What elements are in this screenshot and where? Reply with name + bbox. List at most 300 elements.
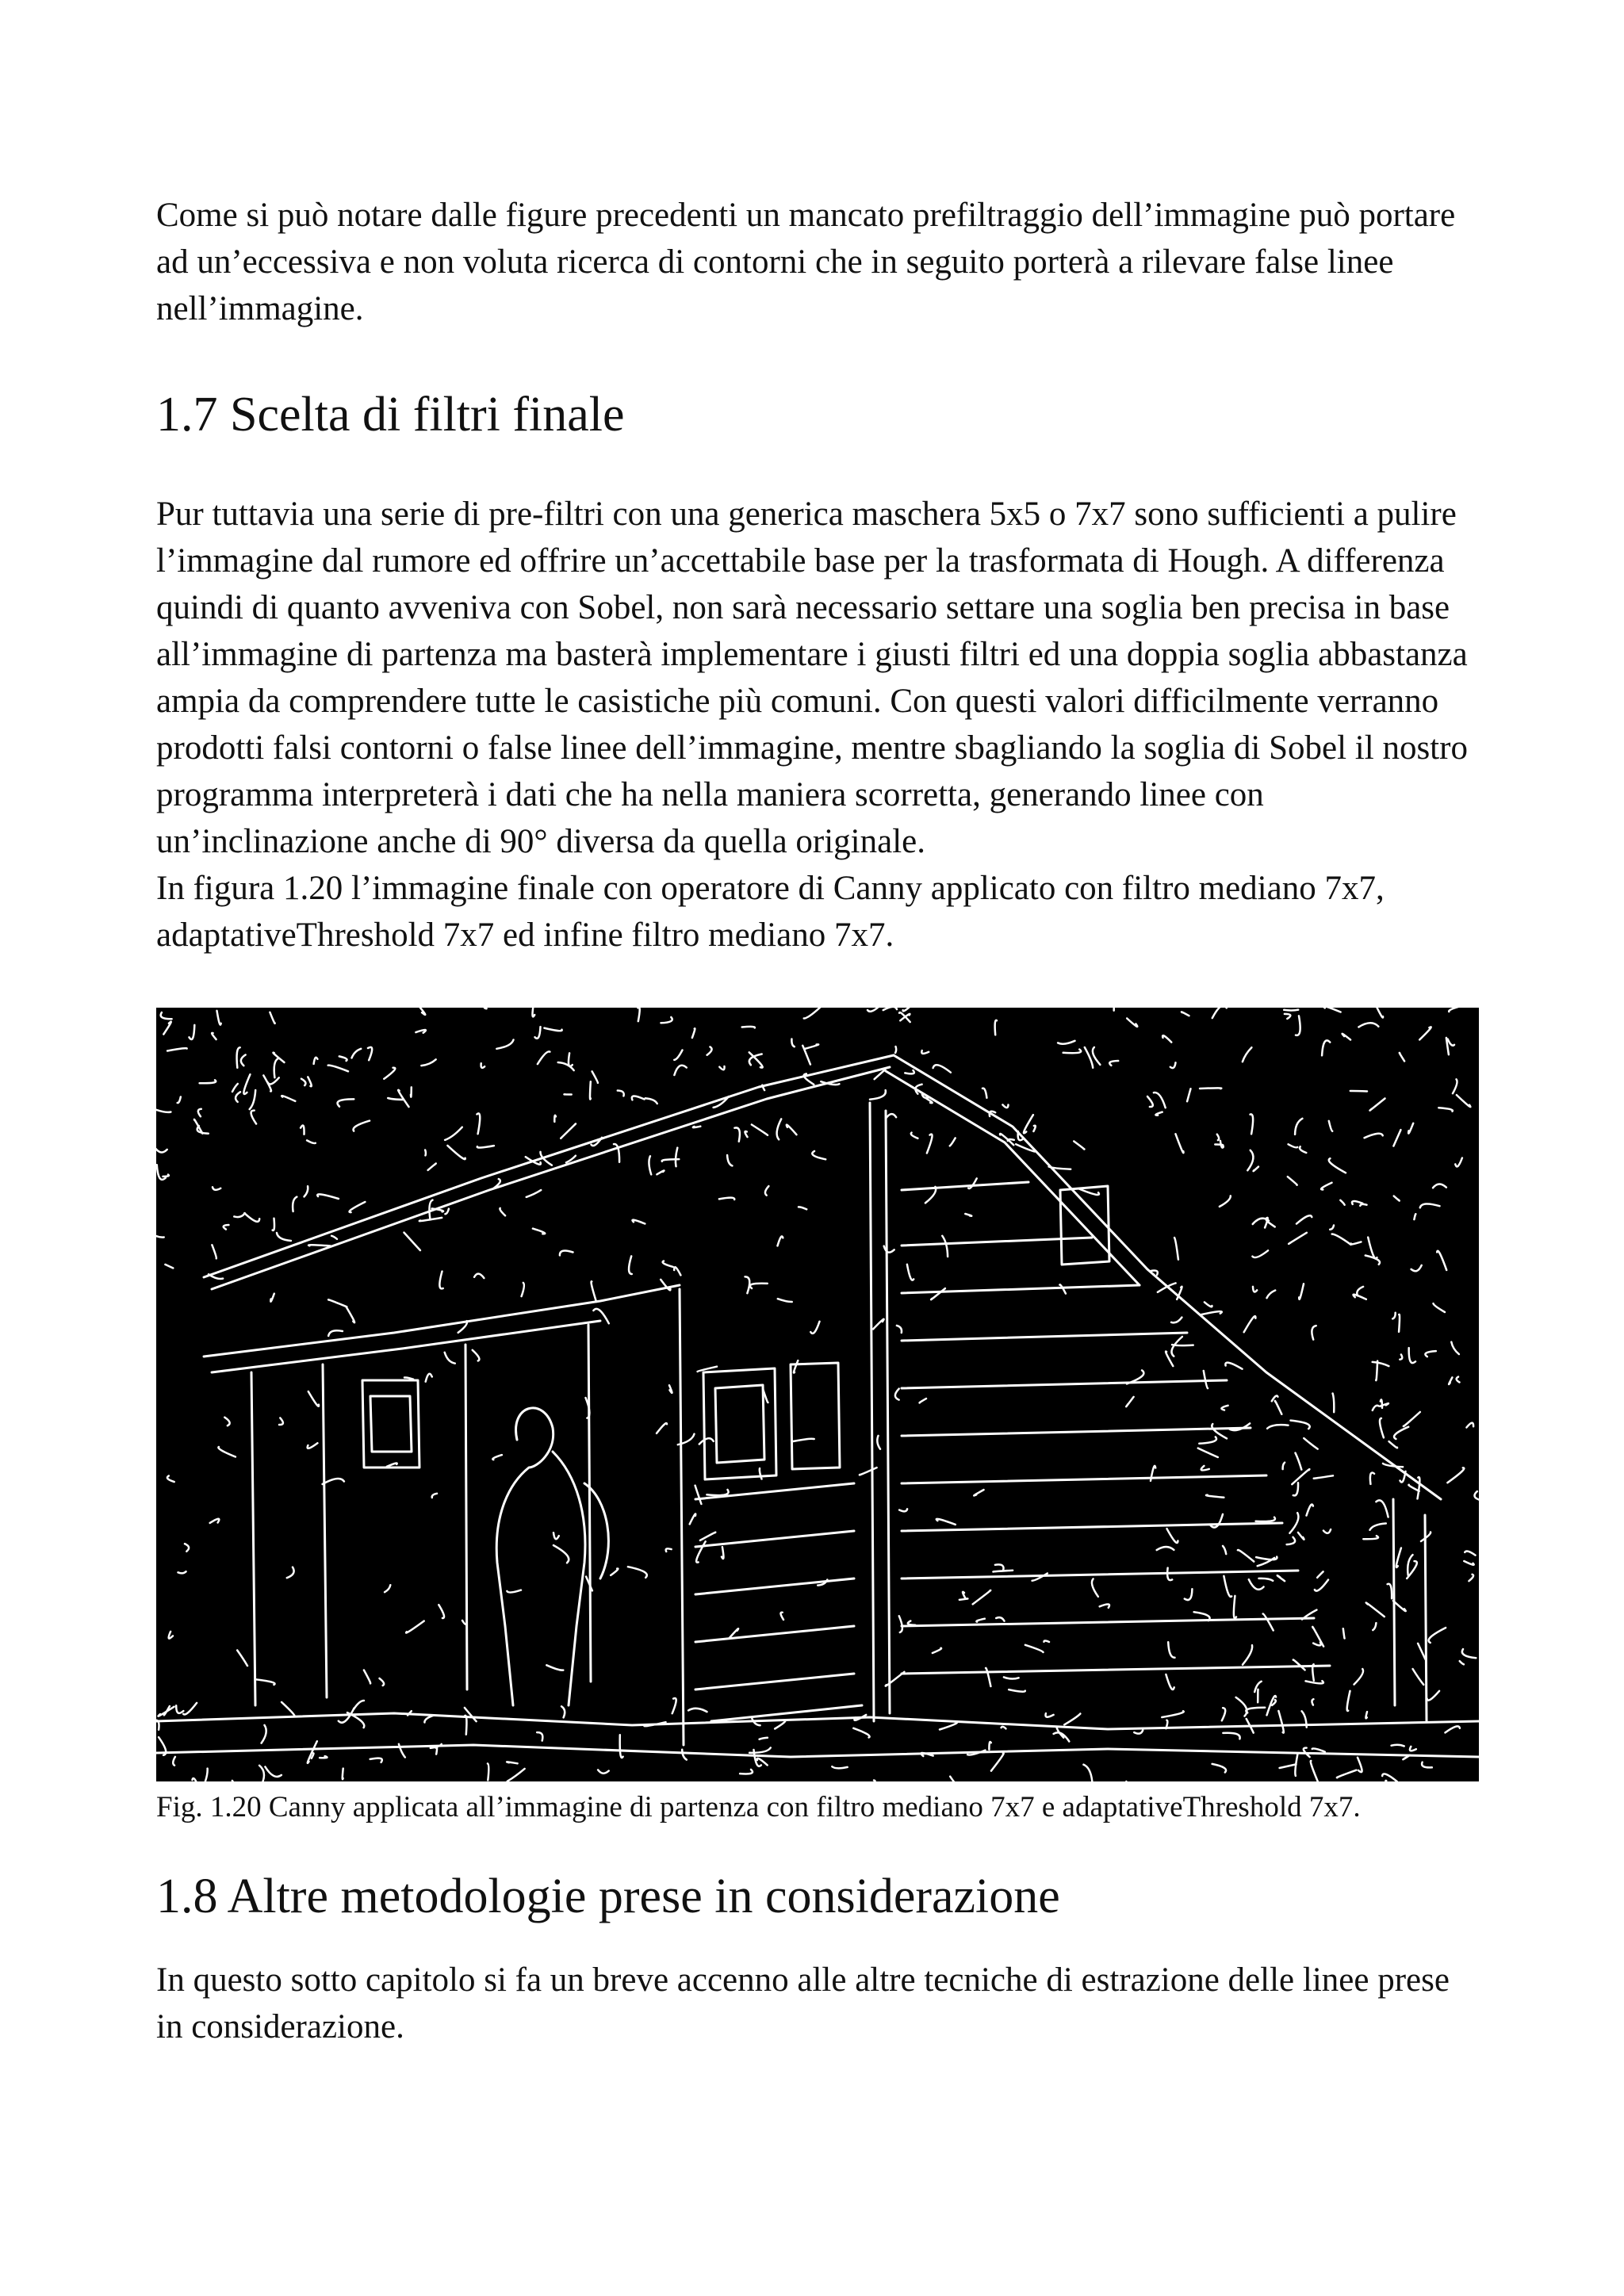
edge-noise-segment xyxy=(804,1008,822,1019)
edge-noise-segment xyxy=(1453,1079,1457,1093)
edge-noise-segment xyxy=(649,1156,651,1174)
edge-noise-segment xyxy=(1354,1295,1366,1299)
edge-noise-segment xyxy=(950,1138,956,1146)
edge-noise-segment xyxy=(173,1757,175,1766)
edge-noise-segment xyxy=(1376,1361,1377,1380)
intro-paragraph: Come si può notare dalle figure precedenti un mancato prefiltraggio dell’immagine può portare ad un’eccessiva e non voluta ricerca di contorni che in seguito porterà a rilevare false linee nell’immagine. xyxy=(156,197,1456,327)
edge-noise-segment xyxy=(421,1059,435,1066)
edge-noise-segment xyxy=(1074,1142,1084,1150)
edge-noise-segment xyxy=(1247,1150,1253,1171)
edge-noise-segment xyxy=(995,1564,1004,1571)
edge-noise-segment xyxy=(666,1548,672,1552)
edge-noise-segment xyxy=(1187,1089,1190,1101)
edge-noise-segment xyxy=(1251,1114,1254,1134)
edge-noise-segment xyxy=(338,1099,354,1106)
edge-noise-segment xyxy=(1162,1035,1171,1043)
edge-noise-segment xyxy=(243,1074,250,1094)
edge-noise-segment xyxy=(1448,1039,1454,1046)
edge-noise-segment xyxy=(1466,1423,1473,1428)
edge-noise-segment xyxy=(178,1097,181,1104)
edge-noise-segment xyxy=(232,1084,238,1092)
edge-noise-segment xyxy=(1298,1533,1304,1540)
edge-noise-segment xyxy=(696,1541,706,1562)
edge-noise-segment xyxy=(632,1096,645,1100)
edge-noise-segment xyxy=(1223,1546,1226,1554)
edge-noise-segment xyxy=(1238,1550,1254,1562)
edge-noise-segment xyxy=(974,1490,983,1495)
edge-noise-segment xyxy=(308,1443,318,1448)
edge-noise-segment xyxy=(592,1071,598,1083)
edge-noise-segment xyxy=(752,1125,768,1135)
edge-noise-segment xyxy=(870,1090,886,1100)
edge-noise-segment xyxy=(522,1283,524,1296)
edge-noise-segment xyxy=(1204,1371,1208,1388)
edge-noise-segment xyxy=(1025,1645,1044,1652)
edge-noise-segment xyxy=(1280,1764,1297,1768)
edge-noise-segment xyxy=(765,1186,768,1196)
edge-noise-segment xyxy=(905,1070,914,1073)
edge-noise-segment xyxy=(1373,1008,1383,1017)
edge-noise-segment xyxy=(778,1236,783,1246)
edge-noise-segment xyxy=(982,1089,986,1098)
edge-noise-segment xyxy=(804,1044,818,1049)
document-page xyxy=(156,192,1473,2050)
edge-noise-segment xyxy=(657,1423,667,1433)
edge-noise-segment xyxy=(1340,1200,1344,1205)
edge-noise-segment xyxy=(1389,1441,1398,1448)
edge-noise-segment xyxy=(339,1056,347,1061)
edge-noise-segment xyxy=(1127,1019,1137,1027)
edge-noise-segment xyxy=(1425,1351,1435,1357)
edge-noise-segment xyxy=(537,1732,542,1741)
edge-noise-segment xyxy=(1315,1580,1328,1591)
edge-noise-segment xyxy=(1369,1099,1385,1111)
edge-noise-segment xyxy=(169,1632,173,1639)
edge-noise-segment xyxy=(255,1679,274,1685)
edge-noise-segment xyxy=(1462,1649,1476,1658)
edge-noise-segment xyxy=(445,1353,455,1364)
edge-noise-segment xyxy=(1333,1394,1335,1413)
edge-noise-segment xyxy=(707,1490,728,1495)
edge-noise-segment xyxy=(1438,1108,1453,1112)
edge-noise-segment xyxy=(1475,1491,1479,1501)
edge-noise-segment xyxy=(439,1272,442,1289)
edge-noise-segment xyxy=(185,1544,189,1552)
edge-noise-segment xyxy=(500,1208,505,1215)
edge-noise-segment xyxy=(368,1047,372,1060)
edge-noise-segment xyxy=(370,1758,382,1762)
edge-noise-segment xyxy=(1182,1012,1189,1016)
edge-noise-segment xyxy=(940,1722,957,1730)
edge-noise-segment xyxy=(224,1418,229,1426)
edge-noise-segment xyxy=(347,1307,355,1322)
canny-edge-figure xyxy=(156,1008,1479,1781)
edge-noise-segment xyxy=(1162,1711,1183,1717)
edge-noise-segment xyxy=(561,1706,565,1717)
edge-noise-segment xyxy=(237,1047,240,1068)
edge-noise-segment xyxy=(1166,1720,1167,1729)
edge-noise-segment xyxy=(590,1081,591,1099)
edge-noise-segment xyxy=(1313,1643,1320,1646)
edge-noise-segment xyxy=(553,1545,569,1563)
edge-noise-segment xyxy=(1289,1144,1298,1147)
edge-noise-segment xyxy=(385,1585,390,1592)
edge-noise-segment xyxy=(1155,1112,1162,1115)
edge-noise-segment xyxy=(224,1225,229,1230)
edge-noise-segment xyxy=(860,1468,877,1475)
edge-noise-segment xyxy=(1411,1265,1422,1271)
edge-noise-segment xyxy=(1323,1008,1341,1012)
edge-noise-segment xyxy=(1306,1681,1323,1683)
edge-noise-segment xyxy=(1427,1691,1440,1701)
edge-noise-segment xyxy=(439,1605,444,1618)
edge-noise-segment xyxy=(1092,1578,1098,1596)
edge-noise-segment xyxy=(1200,1088,1221,1089)
edge-noise-segment xyxy=(1373,1623,1376,1630)
edge-noise-segment xyxy=(1267,1291,1276,1299)
edge-noise-segment xyxy=(507,1762,517,1763)
edge-noise-segment xyxy=(1437,1251,1446,1270)
edge-noise-segment xyxy=(1347,1691,1350,1711)
edge-noise-segment xyxy=(1004,1677,1019,1678)
edge-noise-segment xyxy=(426,1374,432,1382)
edge-noise-segment xyxy=(1376,1500,1388,1517)
edge-noise-segment xyxy=(672,1698,676,1713)
edge-noise-segment xyxy=(1291,1421,1310,1429)
section-heading-1-8: 1.8 Altre metodologie prese in considerazione xyxy=(156,1869,1060,1923)
edge-noise-segment xyxy=(1396,1548,1401,1567)
edge-noise-segment xyxy=(477,1113,480,1134)
edge-noise-segment xyxy=(700,1533,715,1540)
edge-noise-segment xyxy=(942,1236,948,1257)
edge-noise-segment xyxy=(1323,1529,1331,1533)
edge-noise-segment xyxy=(1289,1233,1307,1244)
edge-noise-segment xyxy=(629,1256,632,1274)
edge-noise-segment xyxy=(323,1479,344,1484)
edge-noise-segment xyxy=(799,1207,806,1209)
edge-noise-segment xyxy=(657,1170,664,1174)
edge-noise-segment xyxy=(176,1705,183,1713)
edge-noise-segment xyxy=(1295,1119,1302,1135)
edge-noise-segment xyxy=(428,1163,436,1169)
edge-noise-segment xyxy=(161,1012,172,1019)
edge-noise-segment xyxy=(508,1769,525,1781)
edge-noise-segment xyxy=(1311,1761,1318,1781)
edge-noise-segment xyxy=(1314,1475,1333,1478)
edge-noise-segment xyxy=(727,1155,732,1165)
edge-noise-segment xyxy=(190,1025,195,1039)
edge-noise-segment xyxy=(308,1741,317,1763)
edge-noise-segment xyxy=(1284,1010,1298,1011)
edge-noise-segment xyxy=(473,1350,480,1361)
edge-noise-segment xyxy=(1126,1397,1133,1406)
edge-noise-segment xyxy=(1469,1575,1473,1581)
edge-noise-segment xyxy=(1206,1495,1224,1498)
edge-noise-segment xyxy=(618,1091,624,1096)
edge-noise-segment xyxy=(1465,1551,1475,1555)
edge-noise-segment xyxy=(447,1146,465,1159)
edge-noise-segment xyxy=(198,1109,201,1116)
edge-noise-segment xyxy=(899,1616,902,1632)
edge-noise-segment xyxy=(308,1391,319,1406)
edge-noise-segment xyxy=(1100,1604,1109,1607)
edge-noise-segment xyxy=(404,1377,413,1379)
edge-noise-segment xyxy=(492,1455,502,1460)
edge-noise-segment xyxy=(387,1464,397,1467)
edge-noise-segment xyxy=(1312,1748,1325,1751)
edge-noise-segment xyxy=(178,1571,186,1573)
edge-noise-segment xyxy=(745,1276,750,1293)
edge-noise-segment xyxy=(695,1486,702,1504)
edge-noise-segment xyxy=(1064,1714,1080,1725)
edge-noise-segment xyxy=(1322,1040,1330,1055)
edge-noise-segment xyxy=(406,1621,424,1633)
edge-noise-segment xyxy=(1392,1313,1396,1319)
edge-noise-segment xyxy=(791,1039,794,1047)
edge-noise-segment xyxy=(1414,1214,1415,1219)
section-heading-1-7: 1.7 Scelta di filtri finale xyxy=(156,388,625,442)
edge-noise-segment xyxy=(1234,1596,1236,1618)
edge-noise-segment xyxy=(1244,1316,1256,1332)
edge-noise-segment xyxy=(883,1008,897,1010)
edge-noise-segment xyxy=(895,1047,896,1053)
edge-noise-segment xyxy=(210,1519,220,1523)
edge-noise-segment xyxy=(205,1769,208,1781)
edge-noise-segment xyxy=(931,1288,945,1299)
edge-noise-segment xyxy=(1093,1047,1101,1065)
edge-noise-segment xyxy=(354,1701,364,1709)
edge-noise-segment xyxy=(507,1590,521,1593)
edge-noise-segment xyxy=(1321,1183,1331,1190)
edge-noise-segment xyxy=(719,1066,724,1070)
edge-noise-segment xyxy=(965,1214,971,1216)
edge-noise-segment xyxy=(873,1319,884,1330)
edge-noise-segment xyxy=(1354,1669,1364,1685)
edge-noise-segment xyxy=(251,1111,257,1124)
edge-noise-segment xyxy=(1217,1135,1219,1140)
edge-noise-segment xyxy=(538,1051,550,1064)
edge-noise-segment xyxy=(1283,1463,1285,1469)
edge-noise-segment xyxy=(1451,1342,1459,1354)
edge-noise-segment xyxy=(1289,1513,1298,1533)
edge-noise-segment xyxy=(1212,1764,1226,1773)
edge-noise-segment xyxy=(1285,1014,1291,1019)
canny-edge-image xyxy=(156,1008,1479,1781)
edge-noise-segment xyxy=(1343,1628,1345,1638)
edge-noise-segment xyxy=(933,1648,941,1653)
edge-noise-segment xyxy=(1249,1579,1264,1590)
edge-noise-segment xyxy=(991,1753,1004,1770)
edge-noise-segment xyxy=(1243,1645,1252,1665)
edge-noise-segment xyxy=(535,1027,541,1039)
edge-noise-segment xyxy=(546,1665,563,1670)
edge-noise-segment xyxy=(1246,1708,1265,1713)
edge-noise-segment xyxy=(1350,1091,1367,1092)
edge-noise-segment xyxy=(1267,1425,1288,1429)
edge-noise-segment xyxy=(1002,1104,1008,1108)
edge-noise-segment xyxy=(193,1778,201,1781)
edge-noise-segment xyxy=(973,1590,991,1604)
edge-noise-segment xyxy=(554,1115,556,1122)
edge-noise-segment xyxy=(1293,1483,1298,1495)
edge-noise-segment xyxy=(1063,1050,1082,1054)
edge-noise-segment xyxy=(897,1326,902,1333)
edge-noise-segment xyxy=(420,1008,426,1015)
edge-noise-segment xyxy=(1109,1061,1118,1066)
edge-noise-segment xyxy=(1329,1121,1332,1131)
edge-noise-segment xyxy=(1287,1537,1295,1544)
edge-noise-segment xyxy=(560,1250,573,1255)
edge-noise-segment xyxy=(1176,1134,1184,1153)
edge-noise-segment xyxy=(688,1709,707,1712)
edge-noise-segment xyxy=(908,1621,915,1625)
edge-noise-segment xyxy=(1296,1016,1300,1035)
figure-caption: Fig. 1.20 Canny applicata all’immagine di partenza con filtro mediano 7x7 e adaptativeThreshold 7x7. xyxy=(156,1791,1361,1823)
edge-noise-segment xyxy=(270,1012,274,1024)
edge-noise-segment xyxy=(301,1126,304,1135)
edge-noise-segment xyxy=(1394,1196,1400,1201)
edge-noise-segment xyxy=(328,1330,343,1336)
edge-noise-segment xyxy=(722,1547,723,1559)
edge-noise-segment xyxy=(1008,1139,1014,1141)
edge-noise-segment xyxy=(1288,1177,1297,1185)
edge-noise-segment xyxy=(1185,1589,1193,1600)
edge-noise-segment xyxy=(156,1108,170,1112)
edge-noise-segment xyxy=(1388,1584,1392,1598)
edge-noise-segment xyxy=(331,1236,337,1239)
edge-noise-segment xyxy=(1312,1699,1313,1705)
edge-noise-segment xyxy=(1277,1575,1285,1581)
edge-noise-segment xyxy=(1410,1747,1416,1751)
edge-noise-segment xyxy=(262,1725,266,1743)
edge-noise-segment xyxy=(899,1509,907,1511)
edge-noise-segment xyxy=(1363,1536,1378,1539)
edge-noise-segment xyxy=(1409,1348,1415,1363)
edge-noise-segment xyxy=(1420,1203,1440,1207)
edge-noise-segment xyxy=(163,1175,169,1177)
edge-noise-segment xyxy=(1404,1412,1420,1426)
edge-noise-segment xyxy=(279,1418,283,1425)
edge-noise-segment xyxy=(183,1703,197,1715)
edge-noise-segment xyxy=(1220,1196,1231,1207)
edge-noise-segment xyxy=(1044,1641,1050,1642)
edge-noise-segment xyxy=(1447,1468,1464,1483)
edge-noise-segment xyxy=(745,1131,747,1137)
edge-noise-segment xyxy=(907,1265,914,1280)
edge-noise-segment xyxy=(1059,1284,1066,1293)
edge-noise-segment xyxy=(268,1077,279,1084)
edge-noise-segment xyxy=(308,1245,331,1246)
edge-noise-segment xyxy=(404,1233,420,1250)
edge-noise-segment xyxy=(301,1079,305,1085)
edge-noise-segment xyxy=(1366,1602,1385,1617)
edge-noise-segment xyxy=(1222,1406,1228,1410)
edge-noise-segment xyxy=(996,1617,1004,1621)
edge-noise-segment xyxy=(690,1513,696,1524)
edge-noise-segment xyxy=(1457,1377,1460,1383)
edge-noise-segment xyxy=(1419,1027,1431,1039)
edge-noise-segment xyxy=(432,1494,437,1498)
edge-noise-segment xyxy=(1370,1473,1374,1484)
edge-noise-segment xyxy=(445,1127,462,1140)
edge-noise-segment xyxy=(1079,1189,1099,1196)
edge-noise-segment xyxy=(868,1008,878,1012)
edge-noise-segment xyxy=(1299,1284,1304,1299)
edge-noise-segment xyxy=(995,1020,997,1035)
edge-noise-segment xyxy=(328,1299,347,1307)
edge-noise-segment xyxy=(669,1385,672,1393)
section-1-8-paragraph: In questo sotto capitolo si fa un breve accenno alle altre tecniche di estrazione delle linee prese in considerazione. xyxy=(156,1961,1450,2045)
edge-noise-segment xyxy=(1373,1406,1379,1410)
edge-noise-segment xyxy=(1157,1547,1174,1550)
edge-noise-segment xyxy=(1365,1134,1383,1138)
edge-noise-segment xyxy=(674,1050,682,1060)
edge-noise-segment xyxy=(1382,1774,1397,1781)
edge-noise-segment xyxy=(963,1592,966,1599)
edge-noise-segment xyxy=(1399,1314,1400,1332)
edge-noise-segment xyxy=(598,1770,609,1773)
edge-noise-segment xyxy=(1393,1130,1400,1146)
edge-noise-segment xyxy=(1449,1377,1452,1384)
edge-noise-segment xyxy=(777,1119,782,1139)
edge-noise-segment xyxy=(533,1229,545,1234)
edge-noise-segment xyxy=(561,1123,576,1138)
edge-noise-segment xyxy=(1365,1712,1367,1718)
edge-noise-segment xyxy=(212,1033,216,1039)
edge-noise-segment xyxy=(1329,1158,1346,1173)
edge-noise-segment xyxy=(544,1028,561,1031)
edge-noise-segment xyxy=(749,1747,771,1752)
edge-noise-segment xyxy=(1058,1041,1074,1044)
edge-noise-segment xyxy=(156,1149,167,1152)
edge-noise-segment xyxy=(674,1066,686,1075)
edge-noise-segment xyxy=(1433,1184,1446,1188)
edge-noise-segment xyxy=(304,1186,308,1196)
edge-noise-segment xyxy=(1300,1146,1306,1153)
edge-noise-segment xyxy=(734,1127,740,1141)
edge-noise-segment xyxy=(352,1049,362,1058)
edge-noise-segment xyxy=(950,1777,954,1781)
edge-noise-segment xyxy=(1223,1733,1239,1739)
edge-noise-segment xyxy=(398,1090,408,1107)
edge-noise-segment xyxy=(1360,1204,1366,1206)
edge-noise-segment xyxy=(293,1197,297,1211)
edge-noise-segment xyxy=(877,1436,880,1449)
edge-noise-segment xyxy=(860,1781,875,1782)
edge-noise-segment xyxy=(1205,1302,1212,1307)
edge-noise-segment xyxy=(1083,1765,1092,1781)
edge-noise-segment xyxy=(750,1284,768,1288)
edge-noise-segment xyxy=(1358,1023,1378,1027)
edge-noise-segment xyxy=(259,1766,264,1781)
edge-noise-segment xyxy=(676,1148,677,1167)
edge-noise-segment xyxy=(274,1058,278,1077)
edge-noise-segment xyxy=(757,1758,768,1766)
edge-noise-segment xyxy=(1332,1234,1351,1245)
edge-noise-segment xyxy=(209,1274,223,1279)
edge-noise-segment xyxy=(1358,1758,1362,1772)
edge-noise-segment xyxy=(1394,1427,1408,1439)
edge-noise-segment xyxy=(1408,1123,1413,1134)
edge-noise-segment xyxy=(218,1447,236,1457)
edge-noise-segment xyxy=(1330,1226,1334,1230)
edge-noise-segment xyxy=(1236,1697,1247,1716)
edge-noise-segment xyxy=(1392,1745,1404,1747)
edge-noise-segment xyxy=(287,1567,294,1578)
edge-noise-segment xyxy=(1293,1660,1305,1670)
edge-noise-segment xyxy=(707,1047,712,1054)
edge-noise-segment xyxy=(1337,1770,1357,1778)
